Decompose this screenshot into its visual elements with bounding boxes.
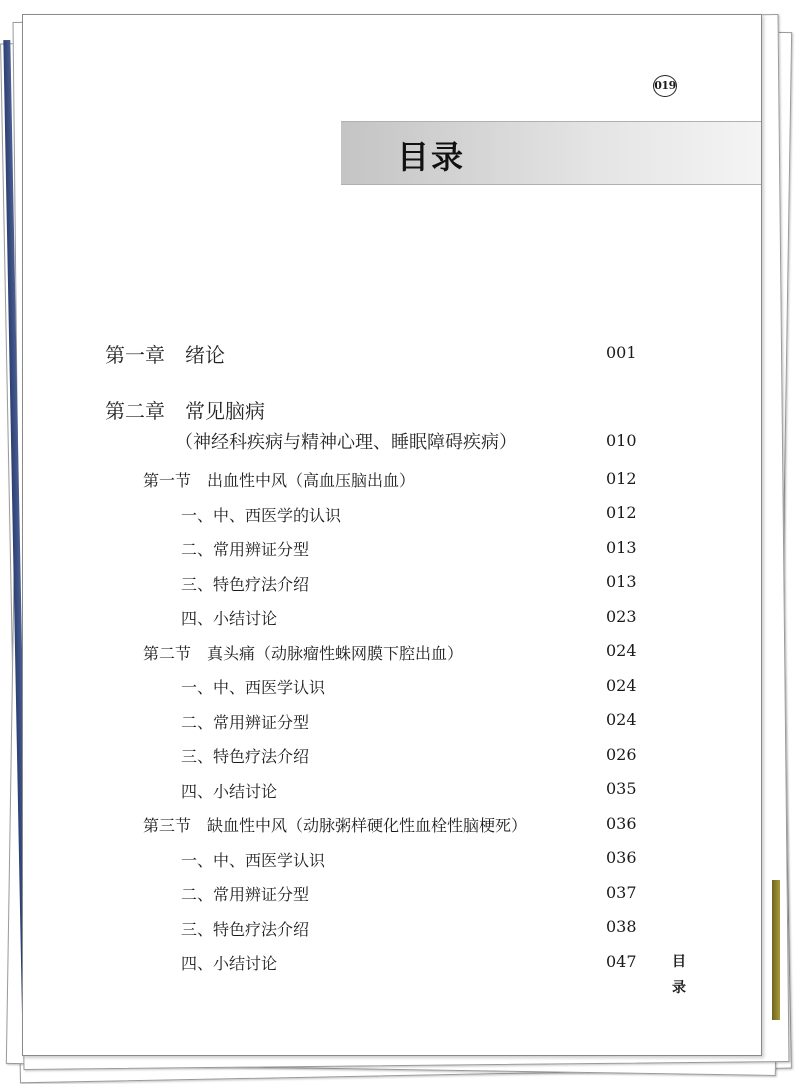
toc-chapter[interactable]: 第一章 绪论 [105,343,225,367]
side-label-char: 录 [672,980,686,996]
toc-chapter[interactable]: 第二章 常见脑病 [105,399,265,423]
toc-page-ref: 012 [606,469,637,488]
toc-page-ref: 037 [606,883,637,902]
toc-page-ref: 023 [606,607,637,626]
side-label-char: 目 [672,954,686,970]
toc-page-ref: 013 [606,538,637,557]
book-edge-gold [772,880,780,1020]
toc-page [22,14,762,1056]
toc-page-ref: 038 [606,917,637,936]
side-running-label [669,949,689,1001]
page-number: 019 [653,75,677,97]
toc-item[interactable]: 一、中、西医学的认识 [181,506,342,525]
toc-item[interactable]: 二、常用辨证分型 [181,885,310,904]
toc-page-ref: 036 [606,814,637,833]
toc-section[interactable]: 第二节 真头痛（动脉瘤性蛛网膜下腔出血） [143,644,464,663]
toc-item[interactable]: 一、中、西医学认识 [181,678,326,697]
toc-page-ref: 024 [606,710,637,729]
toc-item[interactable]: 三、特色疗法介绍 [181,575,310,594]
toc-item[interactable]: 三、特色疗法介绍 [181,747,310,766]
toc-item[interactable]: 二、常用辨证分型 [181,540,310,559]
toc-page-ref: 026 [606,745,637,764]
toc-page-ref: 047 [606,952,637,971]
toc-page-ref: 036 [606,848,637,867]
title-banner [341,121,761,185]
toc-page-ref: 010 [606,431,637,450]
toc-item[interactable]: 四、小结讨论 [181,954,278,973]
toc-page-ref: 001 [606,343,637,362]
toc-section[interactable]: 第三节 缺血性中风（动脉粥样硬化性血栓性脑梗死） [143,816,528,835]
toc-item[interactable]: 二、常用辨证分型 [181,713,310,732]
toc-page-ref: 024 [606,641,637,660]
toc-chapter-subtitle: （神经科疾病与精神心理、睡眠障碍疾病） [175,432,517,453]
toc-page-ref: 035 [606,779,637,798]
toc-item[interactable]: 四、小结讨论 [181,782,278,801]
toc-item[interactable]: 四、小结讨论 [181,609,278,628]
toc-section[interactable]: 第一节 出血性中风（高血压脑出血） [143,471,416,490]
toc-page-ref: 013 [606,572,637,591]
toc-item[interactable]: 三、特色疗法介绍 [181,920,310,939]
toc-item[interactable]: 一、中、西医学认识 [181,851,326,870]
page-title: 目录 [397,138,466,176]
toc-page-ref: 012 [606,503,637,522]
toc-page-ref: 024 [606,676,637,695]
